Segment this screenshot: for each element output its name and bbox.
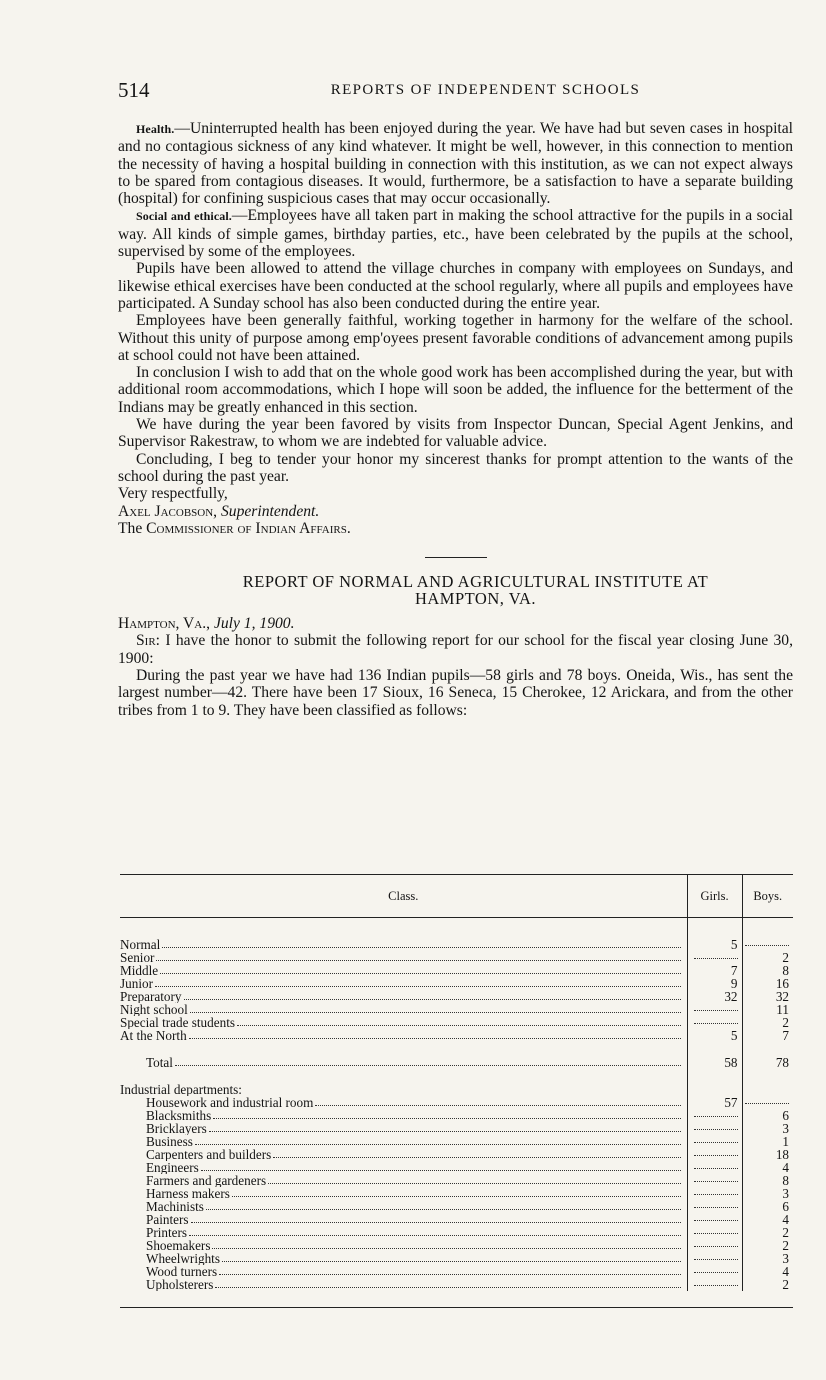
industrial-heading-row: Industrial departments: bbox=[120, 1083, 793, 1096]
report-title: REPORT OF NORMAL AND AGRICULTURAL INSTITUTE AT HAMPTON, VA. bbox=[242, 572, 709, 608]
table-row: Middle 7 8 bbox=[120, 964, 793, 977]
signature: Axel Jacobson, Superintendent. bbox=[118, 502, 320, 520]
table-row: Normal 5 bbox=[120, 938, 793, 951]
table-row: Farmers and gardeners 8 bbox=[120, 1174, 793, 1187]
boys-column-header: Boys. bbox=[742, 875, 793, 918]
table-row: Shoemakers 2 bbox=[120, 1239, 793, 1252]
table-row: Preparatory 32 32 bbox=[120, 990, 793, 1003]
table-row: Blacksmiths 6 bbox=[120, 1109, 793, 1122]
visits-paragraph: We have during the year been favored by visits from Inspector Duncan, Special Agent Jenkins, and Supervisor Rakestraw, to whom we are indebted for valuable advice. bbox=[118, 416, 793, 451]
social-paragraph: Social and ethical.—Employees have all taken part in making the school attractive for the pupils in a social way. All kinds of simple games, birthday parties, etc., have been celebrated by the pupils at the school, supervised by some of the employees. bbox=[118, 207, 793, 261]
health-paragraph: Health.—Uninterrupted health has been enjoyed during the year. We have had but seven cases in hospital and no contagious sickness of any kind whatever. It might be well, however, in this connection to mention the necessity of having a hospital building in connection with this institution, as we can not expect always to be spared from contagious diseases. It would, furthermore, be a satisfaction to have a separate building (hospital) for confining suspicious cases that may occur occasionally. bbox=[118, 120, 793, 208]
table-row: Machinists 6 bbox=[120, 1200, 793, 1213]
section-divider bbox=[425, 557, 487, 558]
addressee: The Commissioner of Indian Affairs. bbox=[118, 519, 351, 537]
table-row: Housework and industrial room 57 bbox=[120, 1096, 793, 1109]
closing: Very respectfully, bbox=[118, 485, 228, 503]
page-number: 514 bbox=[118, 78, 150, 102]
conclusion-paragraph: In conclusion I wish to add that on the whole good work has been accomplished during the year, but with additional room accommodations, which I hope will soon be added, the influence for the betterment of the Indians may be greatly enhanced in this section. bbox=[118, 364, 793, 416]
pupils-summary-paragraph: During the past year we have had 136 Indian pupils—58 girls and 78 boys. Oneida, Wis., has sent the largest number—42. There have been 17 Sioux, 16 Seneca, 15 Cherokee, 12 Arickara, and from the other tribes from 1 to 9. They have been classified as follows: bbox=[118, 667, 793, 719]
table-row: Printers 2 bbox=[120, 1226, 793, 1239]
table-row: At the North 5 7 bbox=[120, 1029, 793, 1042]
social-heading: Social and ethical. bbox=[136, 209, 232, 224]
running-head: REPORTS OF INDEPENDENT SCHOOLS bbox=[330, 82, 641, 98]
table-row: Harness makers 3 bbox=[120, 1187, 793, 1200]
table-row: Night school 11 bbox=[120, 1003, 793, 1016]
table-row: Special trade students 2 bbox=[120, 1016, 793, 1029]
table-row: Painters 4 bbox=[120, 1213, 793, 1226]
page-header bbox=[118, 78, 793, 104]
thanks-paragraph: Concluding, I beg to tender your honor my sincerest thanks for prompt attention to the wants of the school during the past year. bbox=[118, 450, 793, 485]
health-heading: Health. bbox=[136, 122, 175, 136]
page-body bbox=[118, 120, 793, 719]
table-row: Wheelwrights 3 bbox=[120, 1252, 793, 1265]
table-row: Wood turners 4 bbox=[120, 1265, 793, 1278]
pupils-paragraph: Pupils have been allowed to attend the village churches in company with employees on Sundays, and likewise ethical exercises have been conducted at the school regularly, where all pupils and employees have participated. A Sunday school has also been conducted during the entire year. bbox=[118, 260, 793, 312]
table-row: Junior 9 16 bbox=[120, 977, 793, 990]
classification-table bbox=[120, 874, 793, 1308]
total-row: Total 58 78 bbox=[120, 1056, 793, 1069]
class-column-header: Class. bbox=[120, 875, 687, 918]
table-row: Senior 2 bbox=[120, 951, 793, 964]
employees-paragraph: Employees have been generally faithful, working together in harmony for the welfare of the school. Without this unity of purpose among emp'oyees present favorable conditions of advancement among pupils at school could not have been attained. bbox=[118, 312, 793, 364]
table-row: Carpenters and builders 18 bbox=[120, 1148, 793, 1161]
table-row: Engineers 4 bbox=[120, 1161, 793, 1174]
intro-paragraph: Sir: I have the honor to submit the following report for our school for the fiscal year closing June 30, 1900: bbox=[118, 632, 793, 667]
table-row: Business 1 bbox=[120, 1135, 793, 1148]
dateline: Hampton, Va., July 1, 1900. bbox=[118, 615, 295, 633]
table-row: Bricklayers 3 bbox=[120, 1122, 793, 1135]
girls-column-header: Girls. bbox=[687, 875, 742, 918]
table-row: Upholsterers 2 bbox=[120, 1278, 793, 1291]
